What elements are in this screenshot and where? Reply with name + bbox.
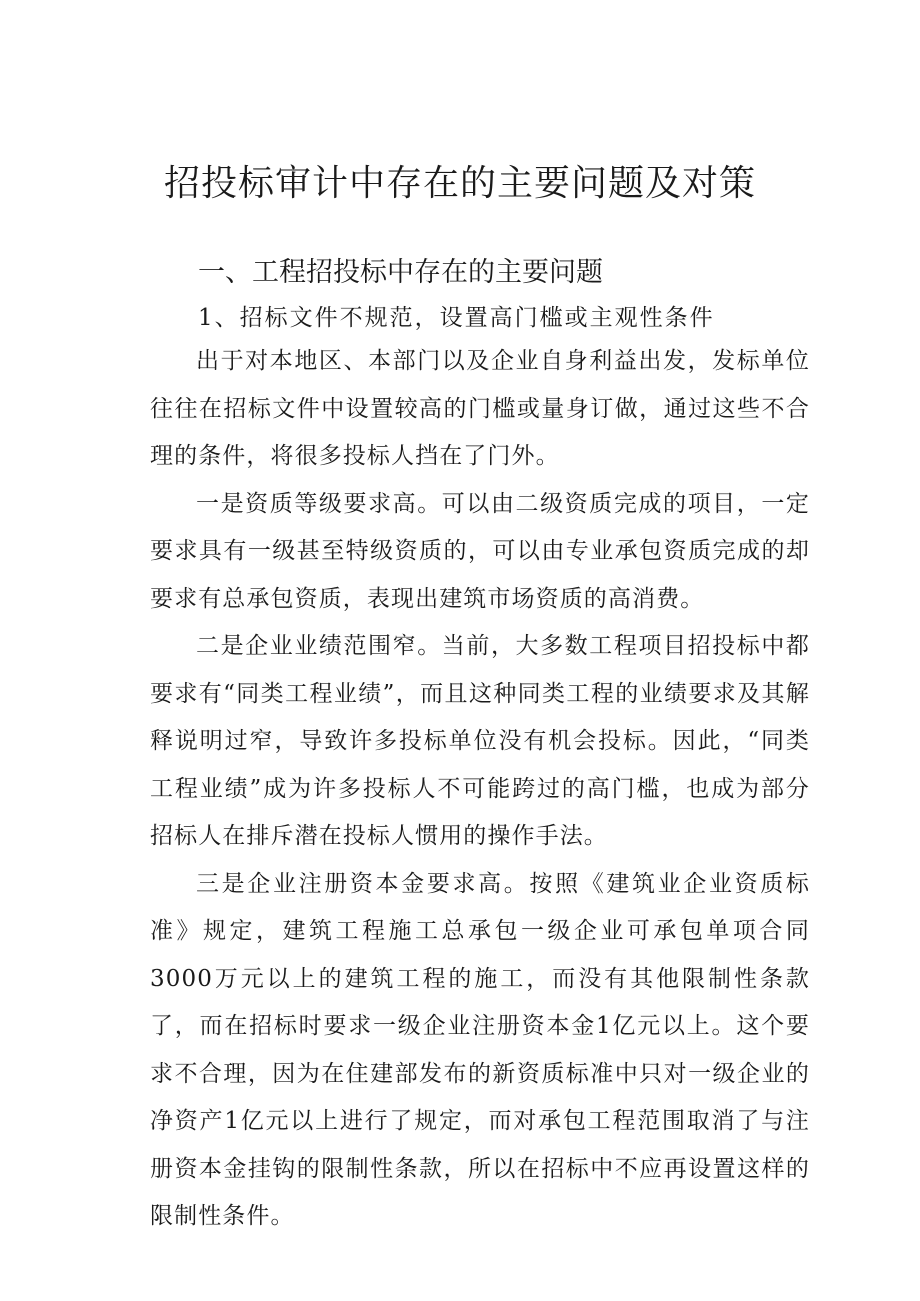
subheading: 1、招标文件不规范，设置高门槛或主观性条件: [198, 305, 715, 331]
document-title: 招投标审计中存在的主要问题及对策: [163, 163, 756, 204]
paragraph: 一是资质等级要求高。可以由二级资质完成的项目，一定要求具有一级甚至特级资质的，可以由专业承包资质完成的却要求有总承包资质，表现出建筑市场资质的高消费。: [150, 490, 810, 612]
paragraph: 三是企业注册资本金要求高。按照《建筑业企业资质标准》规定，建筑工程施工总承包一级企业可承包单项合同3000万元以上的建筑工程的施工，而没有其他限制性条款了，而在招标时要求一级企业注册资本金1亿元以上。这个要求不合理，因为在住建部发布的新资质标准中只对一级企业的净资产1亿元以上进行了规定，而对承包工程范围取消了与注册资本金挂钩的限制性条款，所以在招标中不应再设置这样的限制性条件。: [150, 870, 810, 1229]
paragraph: 二是企业业绩范围窄。当前，大多数工程项目招投标中都要求有“同类工程业绩”，而且这种同类工程的业绩要求及其解释说明过窄，导致许多投标单位没有机会投标。因此，“同类工程业绩”成为许多投标人不可能跨过的高门槛，也成为部分招标人在排斥潜在投标人惯用的操作手法。: [150, 633, 810, 849]
paragraph: 出于对本地区、本部门以及企业自身利益出发，发标单位往往在招标文件中设置较高的门槛或量身订做，通过这些不合理的条件，将很多投标人挡在了门外。: [150, 348, 810, 469]
document-body: [150, 338, 810, 1241]
section-heading: 一、工程招投标中存在的主要问题: [198, 257, 603, 288]
